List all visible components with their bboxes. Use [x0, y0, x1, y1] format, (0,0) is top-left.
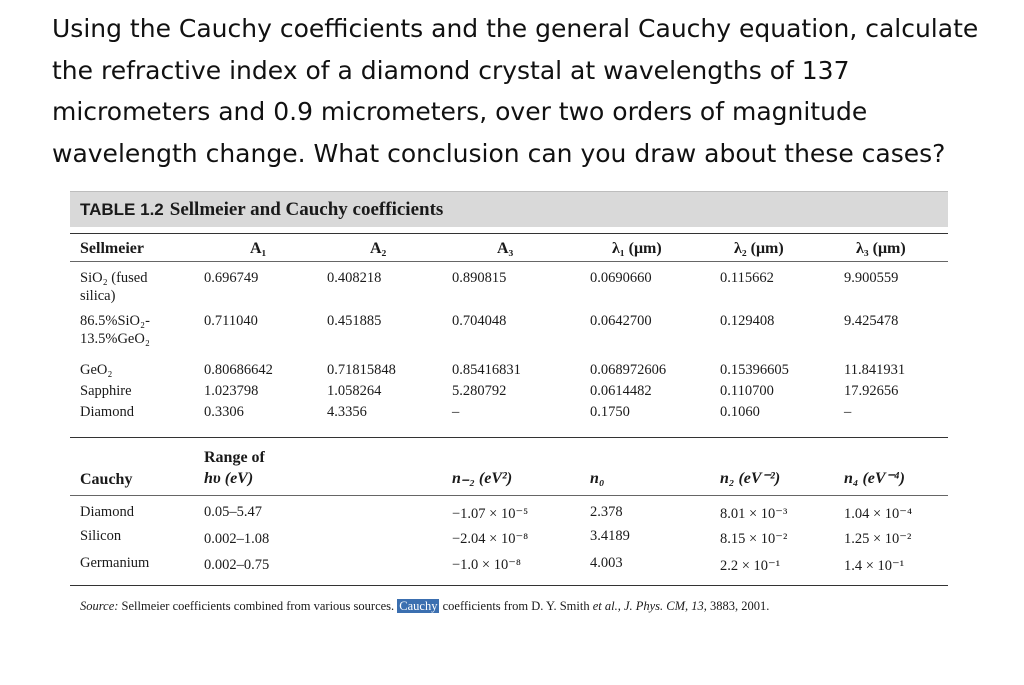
highlighted-word: Cauchy — [399, 599, 438, 613]
col-header-range-2: hυ (eV) — [204, 470, 254, 487]
col-header-lambda1: λ₁ (μm) — [612, 240, 662, 257]
col-header-range-1: Range of — [204, 449, 265, 466]
col-header-a3: A₃ — [497, 240, 514, 257]
col-header-cauchy: Cauchy — [80, 471, 133, 488]
col-header-a1: A₁ — [250, 240, 267, 257]
col-header-sellmeier: Sellmeier — [80, 240, 144, 257]
col-header-a2: A₂ — [370, 240, 387, 257]
col-header-lambda2: λ₂ (μm) — [734, 240, 784, 257]
col-header-n0: n₀ — [590, 470, 605, 487]
table-title: Sellmeier and Cauchy coefficients — [169, 198, 444, 220]
coefficients-table: TABLE 1.2 Sellmeier and Cauchy coefficients Sellmeier A₁ A₂ A₃ λ₁ (μm) λ₂ (μm) λ₃ (μm) SiO₂ (fused silica) 0.696749 0.408218 0.890815 0.0690660 0.115662 9.900559 86.5%SiO₂- 13.5%GeO₂ 0.711040 0.451885 0.704048 0.0642700 0.129408 9.425478 GeO₂ 0.80686642 0.71815848 0.85416831 0.068972606 0.15396605 11.841931 Sapphire 1.023798 1.058264 5.280792 0.0614482 0.110700 17.92656 Diamond 0.3306 4.3356 – 0.1750 0.1060 – Range of hυ (eV) Cauchy n₋₂ (eV²) n₀ n₂ (eV⁻²) n₄ (eV⁻⁴) Diamond 0.05–5.47 −1.07 × 10⁻⁵ 2.378 8.01 × 10⁻³ 1.04 × 10⁻⁴ Silicon 0.002–1.08 −2.04 × 10⁻⁸ 3.4189 8.15 × 10⁻² 1.25 × 10⁻² Germanium 0.002–0.75 −1.0 × 10⁻⁸ 4.003 2.2 × 10⁻¹ 1.4 × 10⁻¹ Source: Sellmeier coefficients combined from various sources. Cauchy coefficients from D. Y. Smith et al., J. Phys. CM, 13, 3883, 2001. — [70, 191, 948, 227]
header-underline — [70, 261, 948, 262]
question-text: Using the Cauchy coefficients and the general Cauchy equation, calculate the refractive index of a diamond crystal at wavelengths of 137 micrometers and 0.9 micrometers, over two orders of magnitude wavelength change. What conclusion can you draw about these cases? — [52, 14, 979, 168]
table-bottom-rule — [70, 585, 948, 586]
section-divider — [70, 437, 948, 438]
cauchy-header-underline — [70, 495, 948, 496]
col-header-n2: n₂ (eV⁻²) — [720, 470, 781, 487]
table-source-note: Source: Sellmeier coefficients combined from various sources. Cauchy coefficients from D. Y. Smith et al., J. Phys. CM, 13, 3883, 2001. — [80, 599, 770, 613]
table-label: TABLE 1.2 — [80, 199, 164, 219]
col-header-lambda3: λ₃ (μm) — [856, 240, 906, 257]
header-rule — [70, 233, 948, 234]
col-header-n4: n₄ (eV⁻⁴) — [844, 470, 905, 487]
col-header-n-minus2: n₋₂ (eV²) — [452, 470, 513, 487]
table-caption — [70, 191, 948, 227]
